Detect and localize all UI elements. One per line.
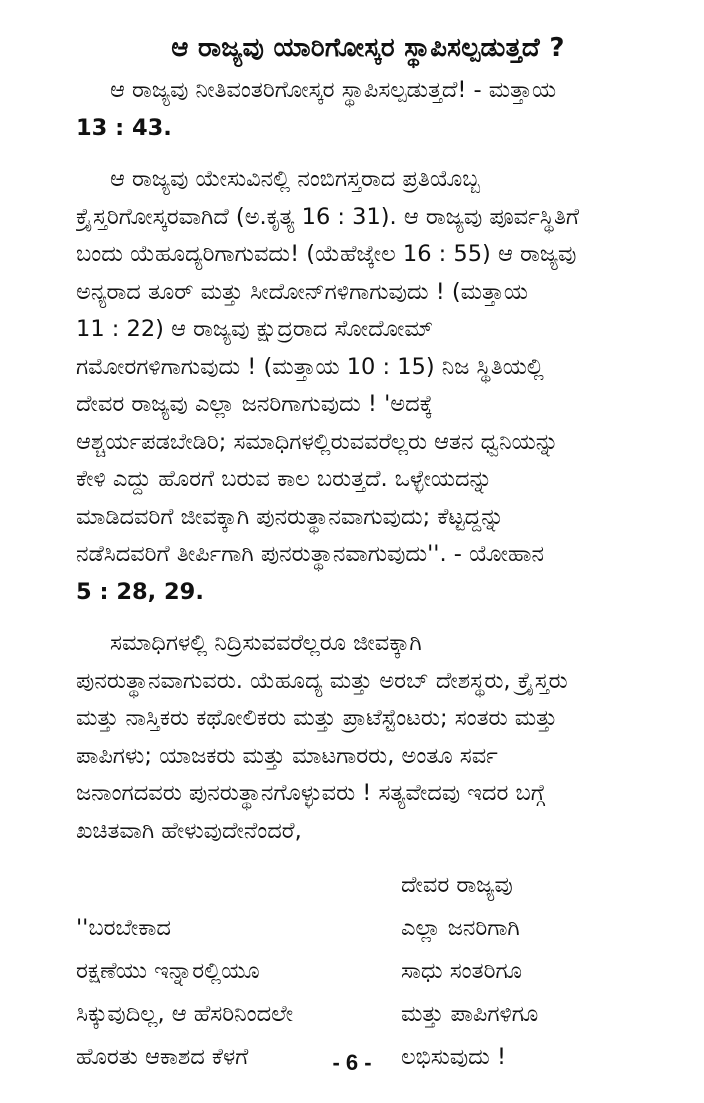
page-heading: ಆ ರಾಜ್ಯವು ಯಾರಿಗೋಸ್ಕರ ಸ್ಥಾಪಿಸಲ್ಪಡುತ್ತದೆ ? — [171, 33, 565, 63]
paragraph-line: ಮಾಡಿದವರಿಗೆ ಜೀವಕ್ಕಾಗಿ ಪುನರುತ್ಥಾನವಾಗುವುದು; ಕೆಟ್ಟದ್ದನ್ನು — [76, 503, 504, 530]
paragraph-line: ಕೇಳಿ ಎದ್ದು ಹೊರಗೆ ಬರುವ ಕಾಲ ಬರುತ್ತದೆ. ಒಳ್ಳೇಯದನ್ನು — [76, 466, 493, 492]
paragraph-line: 11 : 22) ಆ ರಾಜ್ಯವು ಕ್ಷುದ್ರರಾದ ಸೋದೋಮ್ — [76, 316, 434, 342]
poem-line: ಸಿಕ್ಕುವುದಿಲ್ಲ, ಆ ಹೆಸರಿನಿಂದಲೇ — [76, 1001, 294, 1027]
page-number: - 6 - — [332, 1050, 372, 1075]
paragraph-line: ಅನ್ಯರಾದ ತೂರ್ ಮತ್ತು ಸೀದೋನ್‌ಗಳಿಗಾಗುವುದು ! (ಮತ್ತಾಯ — [76, 278, 528, 305]
paragraph-line: ಜನಾಂಗದವರು ಪುನರುತ್ಥಾನಗೊಳ್ಳುವರು ! ಸತ್ಯವೇದವು ಇದರ ಬಗ್ಗೆ — [76, 780, 546, 806]
paragraph-line: ಮತ್ತು ನಾಸ್ತಿಕರು ಕಥೋಲಿಕರು ಮತ್ತು ಪ್ರಾಟೆಸ್ಟೆಂಟರು; ಸಂತರು ಮತ್ತು — [76, 705, 558, 731]
poem-line: ಮತ್ತು ಪಾಪಿಗಳಿಗೂ — [401, 1001, 539, 1027]
poem-line: ಲಭಿಸುವುದು ! — [401, 1044, 507, 1070]
scripture-reference: 13 : 43. — [76, 114, 172, 141]
paragraph-line: ನಡೆಸಿದವರಿಗೆ ತೀರ್ಪಿಗಾಗಿ ಪುನರುತ್ಥಾನವಾಗುವುದು''. - ಯೋಹಾನ — [76, 541, 545, 567]
paragraph-line: ಬಂದು ಯೆಹೂದ್ಯರಿಗಾಗುವದು! (ಯೆಹೆಜ್ಕೇಲ 16 : 55) ಆ ರಾಜ್ಯವು — [76, 241, 577, 267]
poem-line: ''ಬರಬೇಕಾದ — [76, 915, 171, 941]
paragraph-line: ಪಾಪಿಗಳು; ಯಾಜಕರು ಮತ್ತು ಮಾಟಗಾರರು, ಅಂತೂ ಸರ್ವ — [76, 742, 498, 769]
paragraph-resurrection — [76, 625, 660, 850]
poem-line: ಹೊರತು ಆಕಾಶದ ಕೆಳಗೆ — [76, 1044, 249, 1070]
paragraph-line: ದೇವರ ರಾಜ್ಯವು ಎಲ್ಲಾ ಜನರಿಗಾಗುವುದು ! 'ಅದಕ್ಕೆ — [76, 391, 433, 417]
paragraph-line: ಸಮಾಧಿಗಳಲ್ಲಿ ನಿದ್ರಿಸುವವರೆಲ್ಲರೂ ಜೀವಕ್ಕಾಗಿ — [110, 630, 422, 656]
paragraph-line: ಆಶ್ಚರ್ಯಪಡಬೇಡಿರಿ; ಸಮಾಧಿಗಳಲ್ಲಿರುವವರೆಲ್ಲರು ಆತನ ಧ್ವನಿಯನ್ನು — [76, 428, 559, 455]
scripture-reference: 5 : 28, 29. — [76, 578, 204, 605]
paragraph-believers — [76, 161, 660, 611]
paragraph-line: ಖಚಿತವಾಗಿ ಹೇಳುವುದೇನೆಂದರೆ, — [76, 817, 302, 844]
poem-line: ಸಾಧು ಸಂತರಿಗೂ — [401, 958, 522, 984]
paragraph-righteous — [76, 72, 660, 147]
poem-line: ದೇವರ ರಾಜ್ಯವು — [401, 872, 513, 898]
paragraph-line: ಪುನರುತ್ಥಾನವಾಗುವರು. ಯೆಹೂದ್ಯ ಮತ್ತು ಅರಬ್ ದೇಶಸ್ಥರು, ಕ್ರೈಸ್ತರು — [76, 667, 568, 694]
paragraph-line: ಆ ರಾಜ್ಯವು ನೀತಿವಂತರಿಗೋಸ್ಕರ ಸ್ಥಾಪಿಸಲ್ಪಡುತ್ತದೆ! - ಮತ್ತಾಯ — [110, 77, 557, 103]
poem-line: ರಕ್ಷಣೆಯು ಇನ್ನಾರಲ್ಲಿಯೂ — [76, 958, 260, 984]
poem-line: ಎಲ್ಲಾ ಜನರಿಗಾಗಿ — [401, 915, 520, 941]
paragraph-line: ಆ ರಾಜ್ಯವು ಯೇಸುವಿನಲ್ಲಿ ನಂಬಿಗಸ್ತರಾದ ಪ್ರತಿಯೊಬ್ಬ — [110, 166, 481, 192]
paragraph-line: ಗಮೋರಗಳಿಗಾಗುವುದು ! (ಮತ್ತಾಯ 10 : 15) ನಿಜ ಸ್ಥಿತಿಯಲ್ಲಿ — [76, 353, 544, 380]
poem-right-column — [401, 864, 538, 1079]
paragraph-line: ಕ್ರೈಸ್ತರಿಗೋಸ್ಕರವಾಗಿದೆ (ಅ.ಕೃತ್ಯ 16 : 31). ಆ ರಾಜ್ಯವು ಪೂರ್ವಸ್ಥಿತಿಗೆ — [76, 203, 579, 230]
